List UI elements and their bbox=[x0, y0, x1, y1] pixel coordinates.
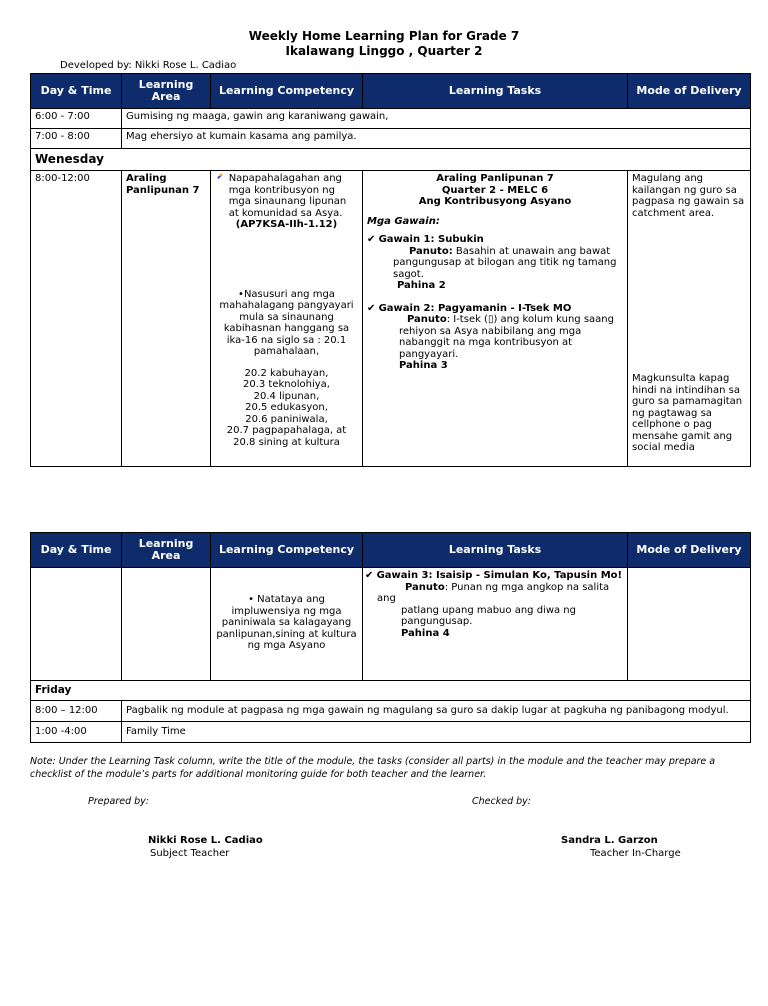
list-item: 20.5 edukasyon, bbox=[245, 402, 328, 413]
list-item: 20.3 teknolohiya, bbox=[242, 379, 330, 390]
list-item: 20.2 kabuhayan, bbox=[244, 367, 329, 379]
row-time: 1:00 -4:00 bbox=[31, 722, 122, 743]
table-row bbox=[31, 129, 751, 149]
check-icon: ✔ bbox=[367, 234, 376, 245]
check-icon: ✔ bbox=[367, 302, 376, 314]
checker-role: Teacher In-Charge bbox=[590, 848, 681, 859]
session-tasks bbox=[363, 568, 628, 681]
header-learning-tasks: Learning Tasks bbox=[363, 74, 628, 109]
learning-plan-table-2 bbox=[30, 532, 751, 743]
session-competency bbox=[211, 171, 363, 467]
day-row bbox=[31, 681, 751, 701]
gawain-1-title: Gawain 1 bbox=[378, 234, 431, 245]
footnote: Note: Under the Learning Task column, write the title of the module, the tasks (consider all parts) in the module and the teacher may prepare a checklist of the module’s parts for additional monitoring guide for both teacher and the learner. bbox=[30, 756, 716, 780]
preparer-name: Nikki Rose L. Cadiao bbox=[148, 835, 263, 846]
day-row bbox=[31, 149, 751, 171]
gawain-2-instructions: : I-tsek (▯) ang kolum kung saang rehiyon sa Asya nabibilang ang mga nabanggit na mga kontribusyon at pangyayari. bbox=[399, 314, 614, 360]
gawain-2-title: Gawain 2: Pagyamanin - I-Tsek MO bbox=[378, 302, 572, 314]
session-tasks bbox=[363, 171, 628, 467]
bullet-diamond-icon bbox=[217, 173, 222, 178]
table-row bbox=[31, 568, 751, 681]
session-mode-of-delivery bbox=[628, 568, 751, 681]
check-icon: ✔ bbox=[365, 570, 374, 581]
gawain-3-title: Gawain 3: Isaisip - Simulan Ko, Tapusin Mo! bbox=[376, 570, 623, 581]
table-row bbox=[31, 701, 751, 722]
list-item: 20.7 pagpapahalaga, at bbox=[226, 425, 347, 436]
competency-code: (AP7KSA-IIh-1.12) bbox=[235, 219, 338, 230]
competency-text-2: •Nasusuri ang mga mahahalagang pangyayari mula sa sinaunang kabihasnan hanggang sa ika-16 na siglo sa : 20.1 pamahalaan, bbox=[219, 288, 354, 357]
mga-gawain-label: Mga Gawain: bbox=[367, 215, 440, 227]
checker-name: Sandra L. Garzon bbox=[561, 835, 658, 846]
gawain-1-instructions: Basahin at unawain ang bawat pangungusap at bilogan ang titik ng tamang sagot. bbox=[393, 245, 617, 280]
table-row bbox=[31, 109, 751, 129]
task-title: Araling Panlipunan 7 bbox=[436, 173, 554, 184]
developed-by: Developed by: Nikki Rose L. Cadiao bbox=[60, 60, 237, 71]
row-activity: Pagbalik ng module at pagpasa ng mga gawain ng magulang sa guro sa dakip lugar at pagkuha ng panibagong modyul. bbox=[122, 701, 751, 722]
panuto-label: Panuto bbox=[405, 581, 445, 593]
row-time: 7:00 - 8:00 bbox=[31, 129, 122, 149]
list-item: 20.4 lipunan, bbox=[253, 390, 320, 402]
checked-by-label: Checked by: bbox=[472, 796, 531, 807]
gawain-3-instructions: : Punan ng mga angkop na salita bbox=[444, 581, 610, 593]
row-activity: Family Time bbox=[122, 722, 751, 743]
header-learning-area: Learning Area bbox=[122, 74, 211, 109]
document-title: Weekly Home Learning Plan for Grade 7 bbox=[248, 29, 520, 43]
table-row bbox=[31, 171, 751, 467]
prepared-by-label: Prepared by: bbox=[88, 796, 149, 807]
gawain-3-instructions-2: patlang upang mabuo ang diwa ng pangungusap. bbox=[401, 604, 576, 627]
session-area: Araling Panlipunan 7 bbox=[122, 171, 211, 467]
gawain-3-page: Pahina 4 bbox=[401, 627, 450, 639]
header-learning-competency: Learning Competency bbox=[211, 74, 363, 109]
mode-text-1: Magulang ang kailangan ng guro sa pagpasa ng gawain sa catchment area. bbox=[632, 173, 745, 219]
session-time bbox=[31, 568, 122, 681]
session-competency: • Natataya ang impluwensiya ng mga paniniwala sa kalagayang panlipunan,sining at kultura ng mga Asyano bbox=[211, 568, 363, 681]
gawain-3-instructions-ang: ang bbox=[377, 593, 396, 604]
preparer-role: Subject Teacher bbox=[150, 848, 230, 859]
row-activity: Gumising ng maaga, gawin ang karaniwang gawain, bbox=[122, 109, 751, 129]
list-item: 20.6 paniniwala, bbox=[245, 413, 328, 425]
task-module-title: Ang Kontribusyong Asyano bbox=[418, 196, 572, 207]
day-label-wednesday: Wenesday bbox=[31, 149, 751, 171]
learning-plan-table-1 bbox=[30, 73, 751, 467]
header-day-time: Day & Time bbox=[31, 74, 122, 109]
row-time: 6:00 - 7:00 bbox=[31, 109, 122, 129]
document-subtitle: Ikalawang Linggo , Quarter 2 bbox=[285, 44, 483, 58]
session-area bbox=[122, 568, 211, 681]
gawain-2-page: Pahina 3 bbox=[399, 360, 448, 371]
gawain-1-subtitle: : Subukin bbox=[430, 234, 484, 245]
table-row bbox=[31, 722, 751, 743]
header-learning-area: Learning Area bbox=[122, 533, 211, 568]
mode-text-2: Magkunsulta kapag hindi na intindihan sa guro sa pamamagitan ng pagtawag sa cellphone o pag mensahe gamit ang social media bbox=[632, 373, 743, 453]
day-label-friday: Friday bbox=[31, 681, 751, 701]
row-time: 8:00 – 12:00 bbox=[31, 701, 122, 722]
panuto-label: Panuto bbox=[407, 314, 447, 325]
panuto-label: Panuto: bbox=[409, 245, 453, 257]
competency-list bbox=[215, 368, 358, 449]
header-mode-of-delivery: Mode of Delivery bbox=[628, 74, 751, 109]
task-quarter: Quarter 2 - MELC 6 bbox=[441, 184, 549, 196]
gawain-1-page: Pahina 2 bbox=[397, 280, 446, 291]
session-mode-of-delivery bbox=[628, 171, 751, 467]
list-item: 20.8 sining at kultura bbox=[233, 436, 340, 448]
header-mode-of-delivery: Mode of Delivery bbox=[628, 533, 751, 568]
header-learning-tasks: Learning Tasks bbox=[363, 533, 628, 568]
row-activity: Mag ehersiyo at kumain kasama ang pamilya. bbox=[122, 129, 751, 149]
header-day-time: Day & Time bbox=[31, 533, 122, 568]
session-time: 8:00-12:00 bbox=[31, 171, 122, 467]
competency-text: Napapahalagahan ang mga kontribusyon ng mga sinaunang lipunan at komunidad sa Asya. bbox=[228, 173, 347, 219]
header-learning-competency: Learning Competency bbox=[211, 533, 363, 568]
